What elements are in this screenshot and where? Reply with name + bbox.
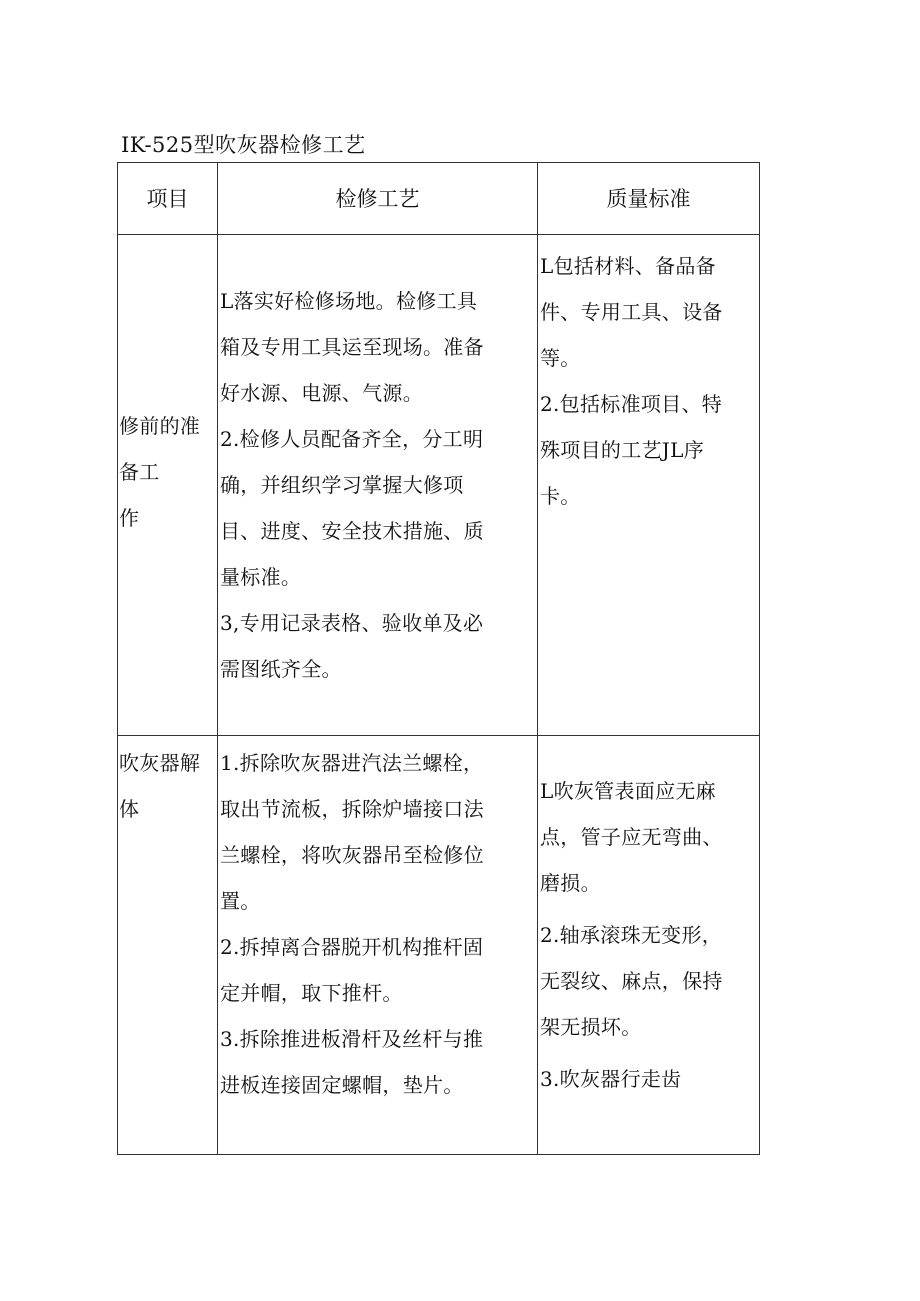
item-cell	[118, 235, 218, 736]
text-line: 兰螺栓，将吹灰器吊至检修位	[220, 843, 484, 867]
text-line: 磨损。	[540, 871, 601, 895]
text-line: 殊项目的工艺JL序	[540, 438, 704, 462]
standard-cell	[538, 235, 760, 736]
standard-text	[538, 736, 759, 1102]
process-cell	[218, 235, 538, 736]
header-process: 检修工艺	[218, 163, 538, 235]
text-line: 修前的准备工	[119, 414, 201, 484]
text-line: 作	[119, 506, 140, 530]
text-line: 件、专用工具、设备	[540, 300, 723, 324]
standard-text	[538, 235, 759, 519]
text-line: 3.拆除推进板滑杆及丝杆与推	[220, 1027, 484, 1051]
text-line: 目、进度、安全技术措施、质	[220, 519, 484, 543]
text-line: 量标准。	[220, 565, 302, 589]
text-line: 定并帽，取下推杆。	[220, 981, 403, 1005]
text-line: 2.包括标准项目、特	[540, 392, 723, 416]
text-line: 3.吹灰器行走齿	[540, 1067, 682, 1091]
text-line: 2.检修人员配备齐全，分工明	[220, 427, 484, 451]
process-text	[218, 736, 537, 1108]
text-line: 需图纸齐全。	[220, 657, 342, 681]
text-line: 卡。	[540, 484, 581, 508]
text-line: L包括材料、备品备	[540, 254, 716, 278]
text-line: 架无损坏。	[540, 1015, 642, 1039]
text-line: 2.轴承滚珠无变形，	[540, 923, 723, 947]
table-row	[118, 736, 760, 1155]
text-line: 无裂纹、麻点，保持	[540, 969, 723, 993]
text-line: 确，并组织学习掌握大修项	[220, 473, 464, 497]
text-line: 置。	[220, 889, 261, 913]
item-text	[118, 235, 217, 541]
table-header-row	[118, 163, 760, 235]
document-title: IK-525型吹灰器检修工艺	[121, 133, 366, 157]
process-cell	[218, 736, 538, 1155]
text-line: 1.拆除吹灰器进汽法兰螺栓，	[220, 751, 484, 775]
text-line: 取出节流板，拆除炉墙接口法	[220, 797, 484, 821]
header-standard: 质量标准	[538, 163, 760, 235]
table-row	[118, 235, 760, 736]
maintenance-table	[117, 162, 760, 1155]
process-text	[218, 278, 537, 692]
text-line: 吹灰器解体	[119, 751, 201, 821]
item-cell	[118, 736, 218, 1155]
text-line: 进板连接固定螺帽，垫片。	[220, 1073, 464, 1097]
item-text	[118, 736, 215, 832]
text-line: 2.拆掉离合器脱开机构推杆固	[220, 935, 484, 959]
text-line: 好水源、电源、气源。	[220, 381, 423, 405]
text-line: 箱及专用工具运至现场。准备	[220, 335, 484, 359]
text-line: L吹灰管表面应无麻	[540, 779, 716, 803]
text-line: 3,专用记录表格、验收单及必	[220, 611, 484, 635]
text-line: L落实好检修场地。检修工具	[220, 289, 478, 313]
text-line: 等。	[540, 346, 581, 370]
header-item: 项目	[118, 163, 218, 235]
standard-cell	[538, 736, 760, 1155]
text-line: 点，管子应无弯曲、	[540, 825, 723, 849]
